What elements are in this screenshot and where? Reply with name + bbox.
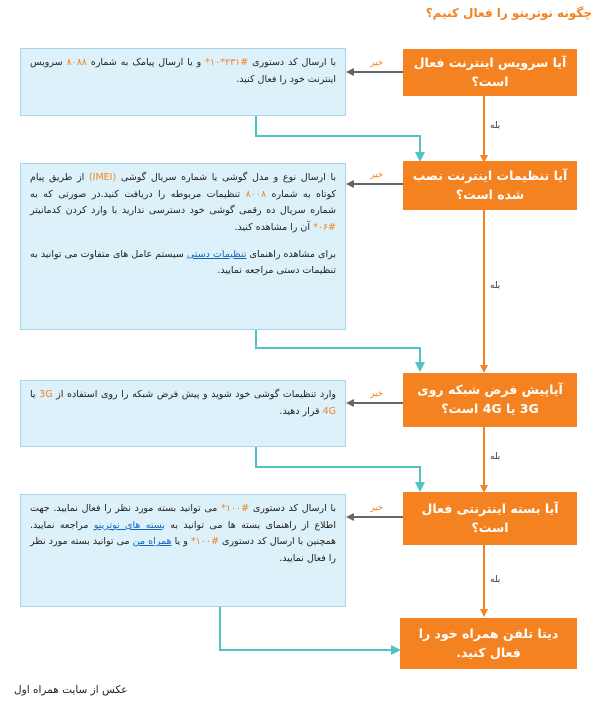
info-box-activate-service bbox=[20, 48, 346, 116]
info-text-part: جهت اطلاع از راهنمای بسته ها می توانید به bbox=[30, 503, 336, 531]
manual-settings-link[interactable]: تنظیمات دستی bbox=[186, 248, 247, 260]
info-text-part: از طریق پیام کوتاه به شماره bbox=[30, 172, 336, 200]
info-text-part: با ارسال کد دستوری bbox=[248, 57, 336, 68]
question-internet-package: آیا بسته اینترنتی فعال است؟ bbox=[403, 492, 577, 545]
info-box-internet-package bbox=[20, 494, 346, 607]
info-text-part: تنظیمات مربوطه را دریافت کنید.در صورتی که به شماره سریال ده رقمی گوشی خود دسترسی ندارید با وارد کردن کدمانیتر bbox=[30, 188, 336, 217]
info-text-part: سرویس اینترنت خود را فعال کنید. bbox=[30, 57, 336, 85]
hamrah-man-link[interactable]: همراه من bbox=[132, 536, 172, 548]
info-text-part: و یا ارسال پیامک به شماره bbox=[86, 57, 206, 68]
question-network-mode: آیاپیش فرض شبکه روی 3G یا 4G است؟ bbox=[403, 373, 577, 427]
image-caption: عکس از سایت همراه اول bbox=[14, 684, 128, 696]
return-connector-2 bbox=[256, 330, 420, 368]
return-connector-3 bbox=[256, 447, 420, 488]
info-text-part: قرار دهید. bbox=[279, 405, 323, 417]
no-label-4: خیر bbox=[370, 503, 384, 513]
network-3g: 3G bbox=[39, 389, 53, 400]
yes-label-4: بله bbox=[490, 575, 501, 585]
info-text-part: وارد تنظیمات گوشی خود شوید و پیش فرض شبکه را روی استفاده از bbox=[52, 389, 336, 400]
ussd-code: #۱۰۰* bbox=[221, 503, 250, 514]
yes-label-3: بله bbox=[490, 452, 501, 462]
info-text-part: می توانید بسته مورد نظر را فعال نمایید. bbox=[30, 536, 336, 564]
info-text-part: برای مشاهده راهنمای bbox=[246, 248, 336, 260]
info-text bbox=[30, 387, 336, 420]
question-internet-service: آیا سرویس اینترنت فعال است؟ bbox=[403, 49, 577, 96]
packages-link[interactable]: بسته های نوترینو bbox=[93, 519, 165, 531]
yes-label-1: بله bbox=[490, 121, 501, 131]
info-text-part: با ارسال کد دستوری bbox=[249, 503, 336, 514]
return-connector-4 bbox=[220, 607, 397, 650]
info-text-part: مراجعه نمایید. همچنین با ارسال کد دستوری bbox=[30, 519, 337, 548]
imei-code: #۰۶* bbox=[313, 221, 336, 233]
question-internet-settings: آیا تنظیمات اینترنت نصب شده است؟ bbox=[403, 161, 577, 210]
info-text-part: با ارسال نوع و مدل گوشی یا شماره سریال گوشی bbox=[116, 172, 337, 183]
info-text bbox=[30, 55, 336, 88]
info-text bbox=[30, 170, 336, 237]
final-step-enable-data: دیتا تلفن همراه خود را فعال کنید. bbox=[400, 618, 577, 669]
info-text bbox=[30, 501, 336, 568]
info-box-network-mode bbox=[20, 380, 346, 447]
imei-text: (IMEI) bbox=[88, 172, 117, 183]
sms-number: ۸۰۸۸ bbox=[66, 57, 87, 68]
no-label-1: خیر bbox=[370, 58, 384, 68]
no-label-3: خیر bbox=[370, 389, 384, 399]
sms-number: ۸۰۰۸ bbox=[245, 188, 267, 200]
info-text-part: و یا bbox=[171, 536, 191, 548]
return-connector-1 bbox=[256, 116, 420, 158]
page-title: چگونه نوترینو را فعال کنیم؟ bbox=[425, 6, 592, 20]
info-text-part: سیستم عامل های متفاوت می توانید به تنظیمات دستی مراجعه نمایید. bbox=[30, 248, 336, 277]
ussd-code: #۱۰۰* bbox=[190, 536, 219, 548]
ussd-code: #۲۳۱*۱۰* bbox=[205, 57, 249, 68]
info-text-part: می توانید بسته مورد نظر را فعال نمایید. bbox=[53, 503, 222, 514]
yes-label-2: بله bbox=[490, 281, 501, 291]
info-text-part: آن را مشاهده کنید. bbox=[234, 221, 314, 233]
no-label-2: خیر bbox=[370, 170, 384, 180]
info-text bbox=[30, 247, 336, 280]
info-box-install-settings bbox=[20, 163, 346, 330]
network-4g: 4G bbox=[322, 405, 336, 417]
info-text-part: یا bbox=[30, 389, 40, 400]
